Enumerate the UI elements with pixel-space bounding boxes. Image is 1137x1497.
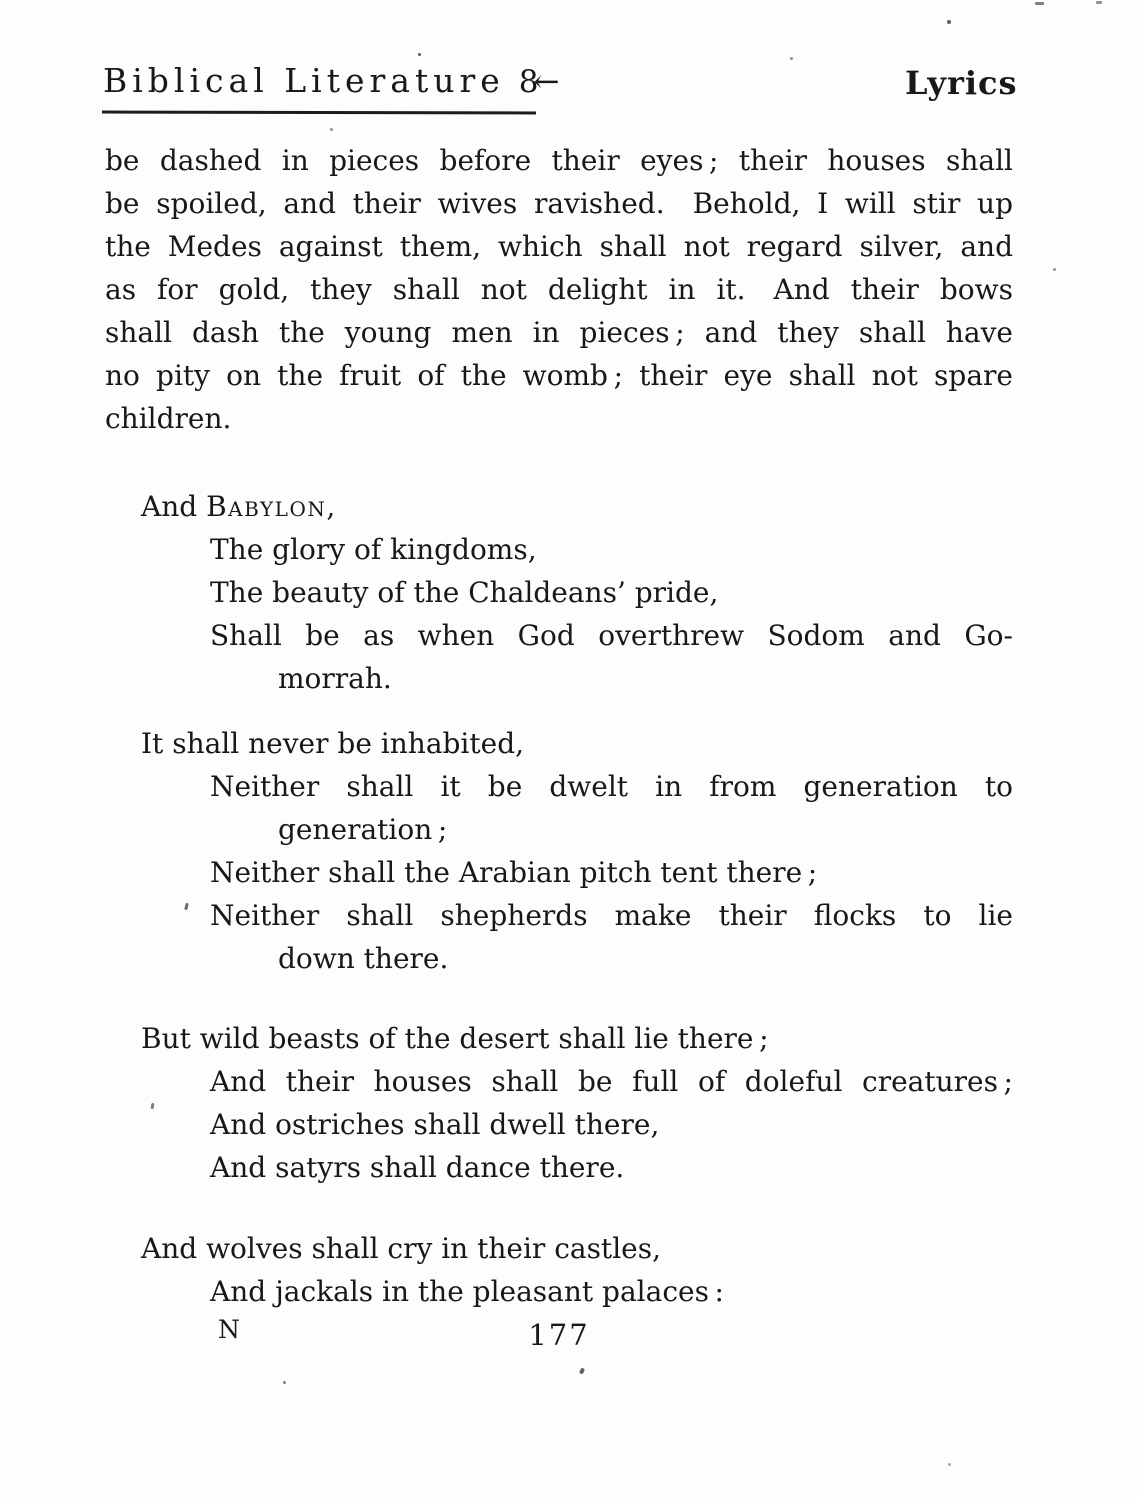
scan-speck [790,57,793,60]
verse-line: Neither shall the Arabian pitch tent there ; [210,856,818,889]
verse-line: And satyrs shall dance there. [210,1151,625,1184]
prose-line: be spoiled, and their wives ravished. Behold, I will stir up [105,187,1013,220]
stanza [105,722,1013,980]
verse-line: Shall be as when God overthrew Sodom and Go- [210,619,1013,652]
verse-line: But wild beasts of the desert shall lie there ; [141,1022,769,1055]
stanza [105,1227,1013,1313]
verse-lead: And [141,490,198,523]
scan-speck [1035,2,1044,5]
verse-line: And wolves shall cry in their castles, [141,1232,661,1265]
scan-speck [330,128,333,131]
scan-speck [948,1463,951,1466]
fleuron-icon: 8← [518,64,555,100]
prose-line: the Medes against them, which shall not regard silver, and [105,230,1013,263]
verse-line: And their houses shall be full of doleful creatures ; [210,1065,1013,1098]
scan-speck [418,53,421,56]
verse-line: And ostriches shall dwell there, [210,1108,660,1141]
page-number: 177 [528,1318,590,1352]
verse-smallcaps: Babylon, [206,490,337,523]
header-rule [102,111,536,115]
verse-line: morrah. [278,662,392,695]
verse-line: down there. [278,942,449,975]
prose-paragraph [105,139,1013,440]
scan-speck [947,20,951,24]
scan-speck [1053,268,1056,271]
running-header [103,62,554,100]
prose-line: children. [105,402,232,435]
verse-line: Neither shall shepherds make their flocks to lie [210,899,1013,932]
verse-line [105,485,1013,528]
verse-line: The glory of kingdoms, [210,533,537,566]
stanza [105,1017,1013,1189]
scan-speck [579,1367,585,1374]
prose-line: be dashed in pieces before their eyes ; their houses shall [105,144,1013,177]
verse-line: The beauty of the Chaldeans’ pride, [210,576,719,609]
signature-mark: N [218,1315,241,1344]
prose-line: no pity on the fruit of the womb ; their eye shall not spare [105,359,1013,392]
verse-line: And jackals in the pleasant palaces : [210,1275,724,1308]
scan-speck [1096,1,1102,4]
verse-line: generation ; [278,813,448,846]
stanza [105,485,1013,700]
scan-speck [283,1381,286,1384]
prose-line: shall dash the young men in pieces ; and they shall have [105,316,1013,349]
verse-line: Neither shall it be dwelt in from generation to [210,770,1013,803]
page-title: Biblical Literature [103,61,505,100]
prose-line: as for gold, they shall not delight in it. And their bows [105,273,1013,306]
section-label: Lyrics [905,64,1018,102]
verse-line: It shall never be inhabited, [141,727,525,760]
